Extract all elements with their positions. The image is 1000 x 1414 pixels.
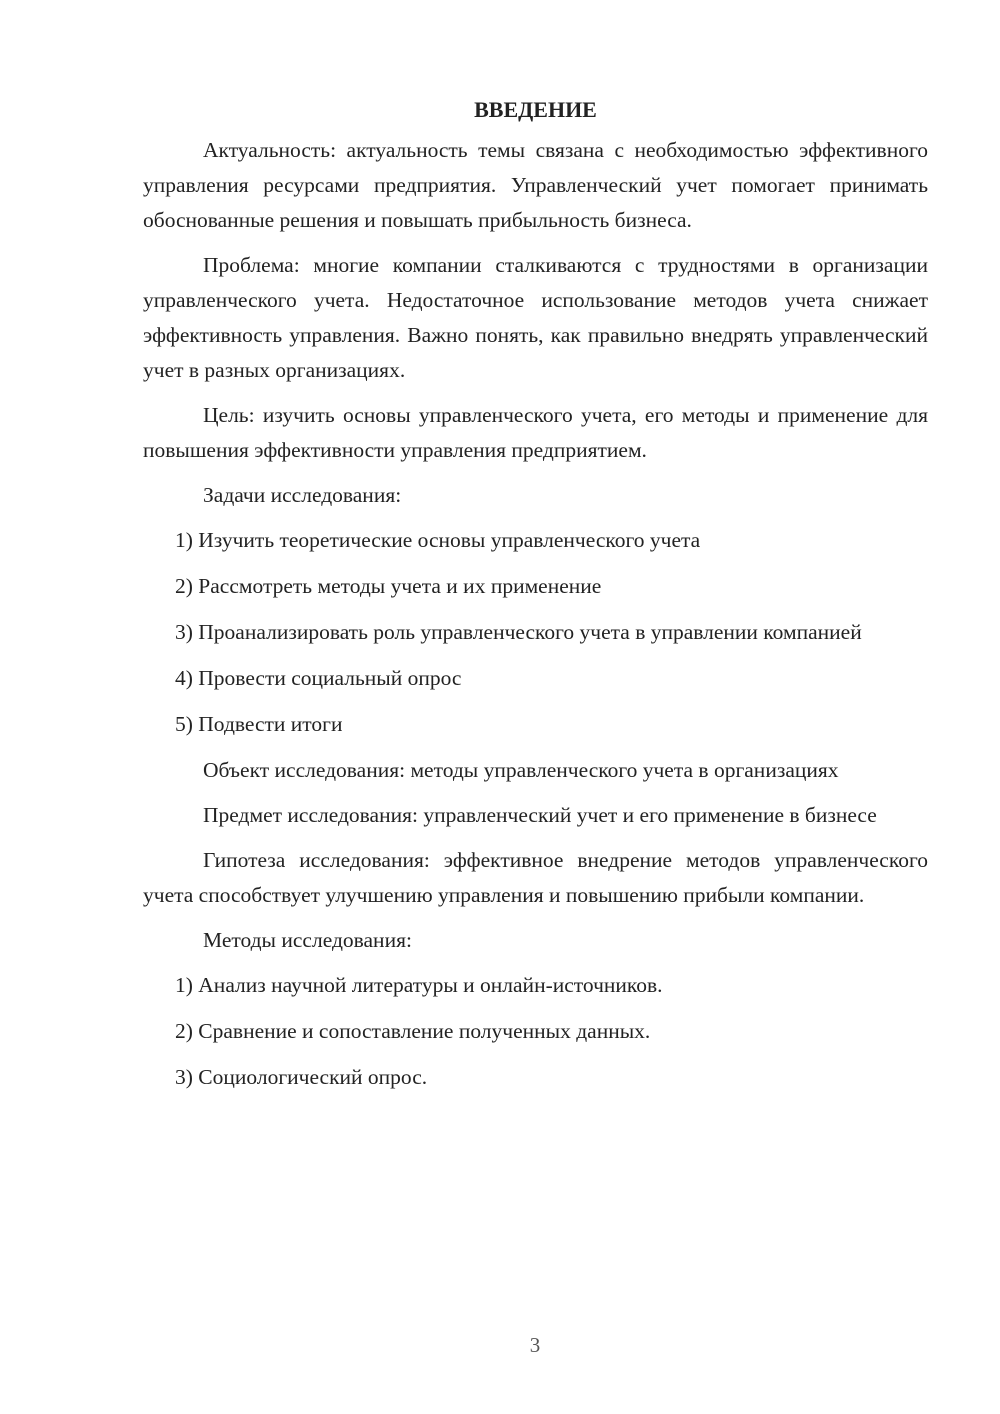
relevance-paragraph: Актуальность: актуальность темы связана с необходимостью эффективного управления ресурсами предприятия. Управленческий учет помогает принимать обоснованные решения и повышать прибыльность бизнеса. (143, 138, 928, 232)
object-paragraph: Объект исследования: методы управленческого учета в организациях (203, 758, 839, 782)
list-item: 3) Социологический опрос. (175, 1065, 428, 1089)
list-item: 1) Анализ научной литературы и онлайн-источников. (175, 973, 663, 997)
hypothesis-paragraph: Гипотеза исследования: эффективное внедрение методов управленческого учета способствует улучшению управления и повышению прибыли компании. (143, 848, 928, 907)
goal-paragraph: Цель: изучить основы управленческого учета, его методы и применение для повышения эффективности управления предприятием. (143, 403, 928, 462)
document-page (143, 93, 928, 1106)
section-title: ВВЕДЕНИЕ (474, 97, 597, 122)
subject-paragraph: Предмет исследования: управленческий учет и его применение в бизнесе (203, 803, 877, 827)
list-item: 5) Подвести итоги (175, 712, 343, 736)
list-item: 2) Рассмотреть методы учета и их применение (175, 574, 602, 598)
page-number: 3 (529, 1333, 541, 1357)
tasks-list (143, 523, 928, 742)
methods-list (143, 968, 928, 1095)
problem-paragraph: Проблема: многие компании сталкиваются с трудностями в организации управленческого учета. Недостаточное использование методов учета снижает эффективность управления. Важно понять, как правильно внедрять управленческий учет в разных организациях. (143, 253, 928, 382)
tasks-heading: Задачи исследования: (203, 483, 402, 507)
list-item: 1) Изучить теоретические основы управленческого учета (175, 528, 701, 552)
list-item: 4) Провести социальный опрос (175, 666, 462, 690)
list-item: 2) Сравнение и сопоставление полученных данных. (175, 1019, 651, 1043)
methods-heading: Методы исследования: (203, 928, 412, 952)
list-item: 3) Проанализировать роль управленческого учета в управлении компанией (175, 620, 862, 644)
